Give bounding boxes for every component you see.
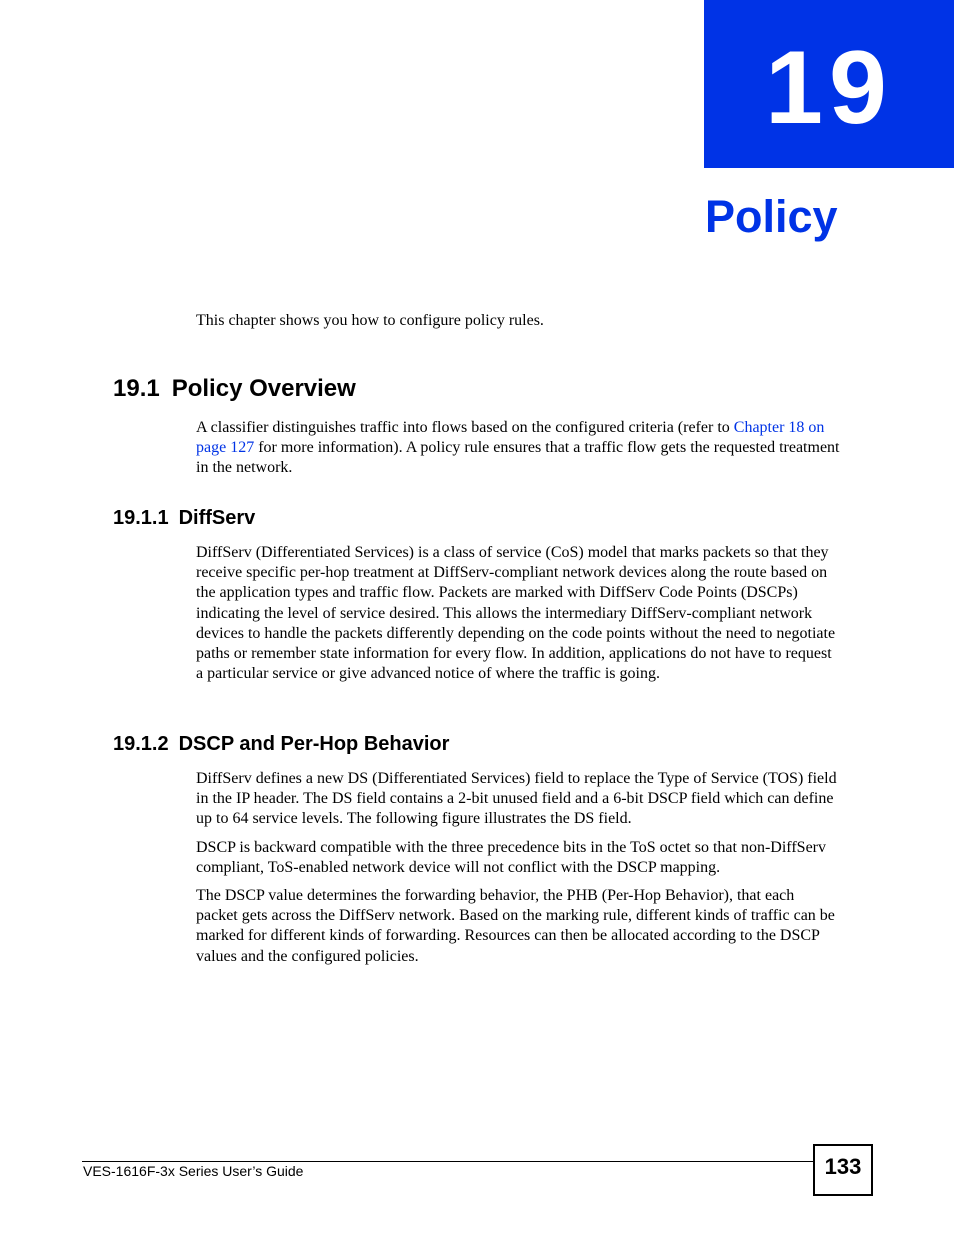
chapter-intro: This chapter shows you how to configure policy rules.: [196, 312, 544, 329]
chapter-number-box: [704, 0, 954, 168]
section-heading-diffserv: [113, 508, 255, 528]
section-title: DSCP and Per-Hop Behavior: [178, 733, 450, 755]
footer-guide-title: VES-1616F-3x Series User’s Guide: [83, 1163, 304, 1179]
chapter-18-link[interactable]: Chapter 18 on page 127: [196, 419, 825, 457]
section-number: 19.1: [113, 375, 160, 402]
section-number: 19.1.2: [113, 733, 169, 755]
dscp-paragraph-2: DSCP is backward compatible with the three precedence bits in the ToS octet so that non-DiffServ compliant, ToS-enabled network device will not conflict with the DSCP mapping.: [196, 839, 826, 877]
section-title: Policy Overview: [171, 375, 356, 402]
dscp-paragraph-1: DiffServ defines a new DS (Differentiated Services) field to replace the Type of Service (TOS) field in the IP header. The DS field contains a 2-bit unused field and a 6-bit DSCP field which can define up to 64 service levels. The following figure illustrates the DS field.: [196, 770, 837, 828]
page-number: 133: [824, 1154, 862, 1179]
diffserv-paragraph: DiffServ (Differentiated Services) is a class of service (CoS) model that marks packets so that they receive specific per-hop treatment at DiffServ-compliant network devices along the route based on the application types and traffic flow. Packets are marked with DiffServ Code Points (DSCPs) indicating the level of service desired. This allows the intermediary DiffServ-compliant network devices to handle the packets differently depending on the code points without the need to negotiate paths or remember state information for every flow. In addition, applications do not have to request a particular service or give advanced notice of where the traffic is going.: [196, 544, 836, 683]
footer-rule: [82, 1161, 814, 1162]
page-number-box: [813, 1144, 873, 1196]
policy-overview-paragraph: [196, 418, 840, 479]
section-heading-policy-overview: [113, 377, 356, 401]
chapter-title: Policy: [705, 191, 838, 242]
chapter-number: 19: [765, 30, 893, 146]
dscp-paragraph-3: The DSCP value determines the forwarding behavior, the PHB (Per-Hop Behavior), that each packet gets across the DiffServ network. Based on the marking rule, different kinds of traffic can be marked for different kinds of forwarding. Resources can then be allocated according to the DSCP values and the configured policies.: [196, 887, 835, 965]
paragraph-text: A classifier distinguishes traffic into flows based on the configured criteria (refer to: [196, 419, 734, 436]
section-heading-dscp-per-hop: [113, 734, 449, 754]
section-title: DiffServ: [178, 507, 256, 529]
section-number: 19.1.1: [113, 507, 169, 529]
paragraph-text: for more information). A policy rule ensures that a traffic flow gets the requested treatment in the network.: [196, 439, 840, 477]
